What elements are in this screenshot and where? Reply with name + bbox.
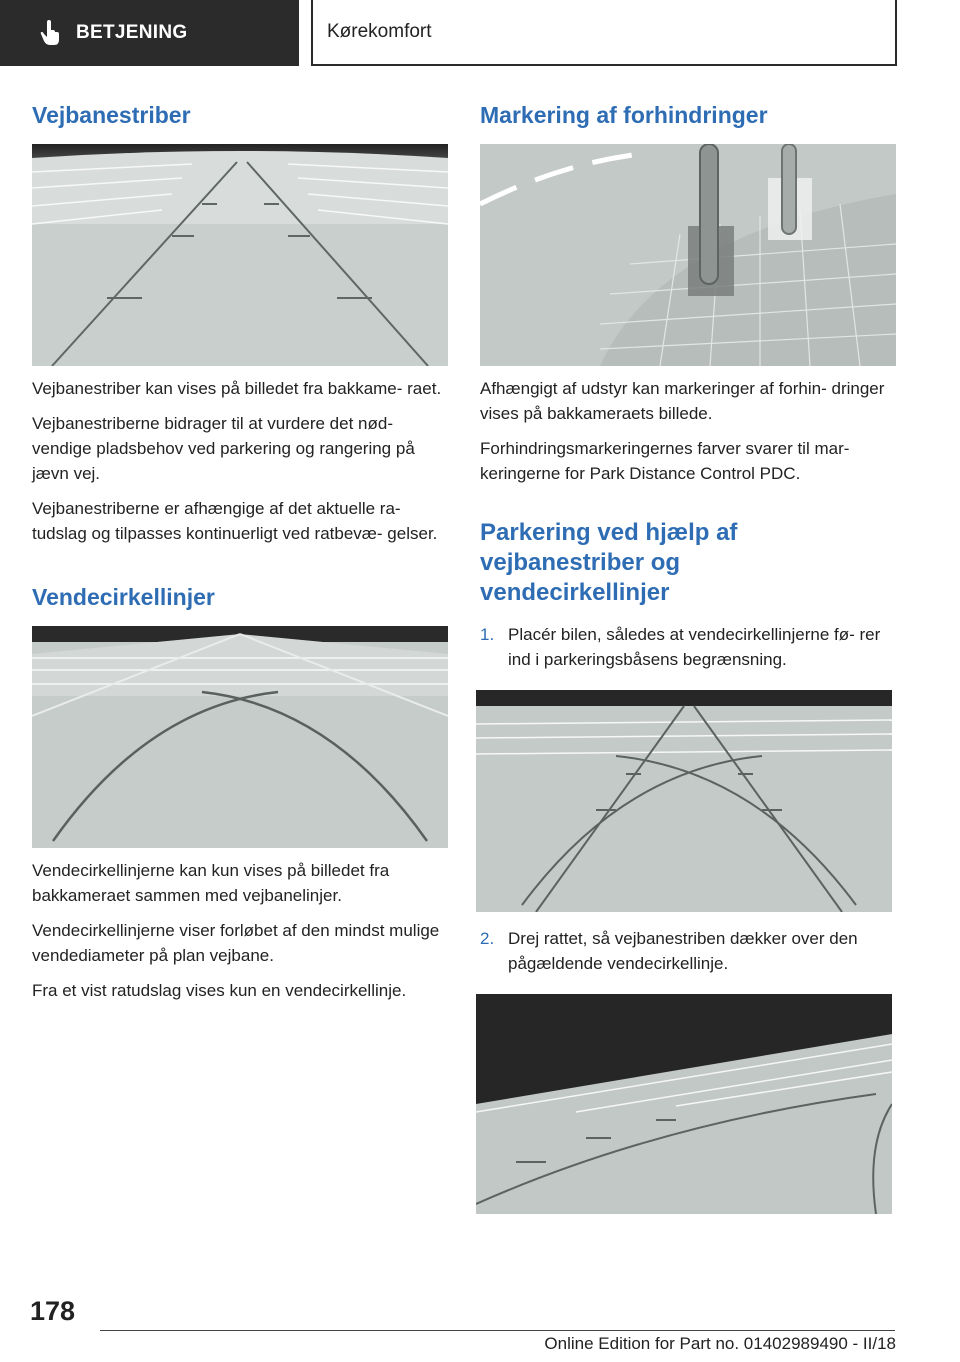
step-number: 2. (480, 929, 495, 948)
step-list (480, 622, 896, 672)
section-title-vejbanestriber: Vejbanestriber (32, 102, 191, 128)
section-title-parkering: Parkering ved hjælp af vejbanestriber og vendecirkellinjer (480, 519, 738, 606)
parking-step1-figure (476, 690, 892, 912)
header-section-label: BETJENING (76, 22, 188, 43)
left-column (32, 100, 448, 1003)
step-text: Drej rattet, så vejbanestriben dækker over den pågældende vendecirkellinje. (508, 929, 858, 973)
section-title-markering: Markering af forhindringer (480, 102, 768, 128)
header-section-tab (0, 0, 299, 66)
step-text: Placér bilen, således at vendecirkellinjerne fø‐ rer ind i parkeringsbåsens begrænsning. (508, 625, 881, 669)
parking-step2-figure (476, 994, 892, 1214)
page-number: 178 (30, 1296, 76, 1326)
paragraph: Vejbanestriberne er afhængige af det aktuelle ra‐ tudslag og tilpasses kontinuerligt ved ratbevæ‐ gelser. (32, 499, 438, 543)
list-item (480, 926, 896, 976)
step-list (480, 926, 896, 976)
paragraph: Afhængigt af udstyr kan markeringer af forhin‐ dringer vises på bakkameraets billede. (480, 379, 885, 423)
section-title-vendecirkellinjer: Vendecirkellinjer (32, 584, 215, 610)
step-number: 1. (480, 625, 495, 644)
paragraph: Vejbanestriberne bidrager til at vurdere det nød‐ vendige pladsbehov ved parkering og rangering på jævn vej. (32, 414, 415, 483)
paragraph: Vendecirkellinjerne viser forløbet af den mindst mulige vendediameter på plan vejbane. (32, 921, 440, 965)
chapter-title: Kørekomfort (311, 0, 897, 66)
paragraph: Vejbanestriber kan vises på billedet fra bakkame‐ raet. (32, 379, 442, 398)
paragraph: Vendecirkellinjerne kan kun vises på billedet fra bakkameraet sammen med vejbanelinjer. (32, 861, 390, 905)
turning-circle-figure (32, 626, 448, 848)
obstacle-marking-figure (480, 144, 896, 366)
paragraph: Forhindringsmarkeringernes farver svarer til mar‐ keringerne for Park Distance Control PDC. (480, 439, 850, 483)
footer-divider (100, 1330, 895, 1331)
lane-lines-figure (32, 144, 448, 366)
list-item (480, 622, 896, 672)
paragraph: Fra et vist ratudslag vises kun en vendecirkellinje. (32, 981, 407, 1000)
right-column (480, 100, 896, 1214)
hand-pointer-icon (40, 20, 62, 46)
edition-note: Online Edition for Part no. 01402989490 - II/18 (544, 1334, 896, 1353)
